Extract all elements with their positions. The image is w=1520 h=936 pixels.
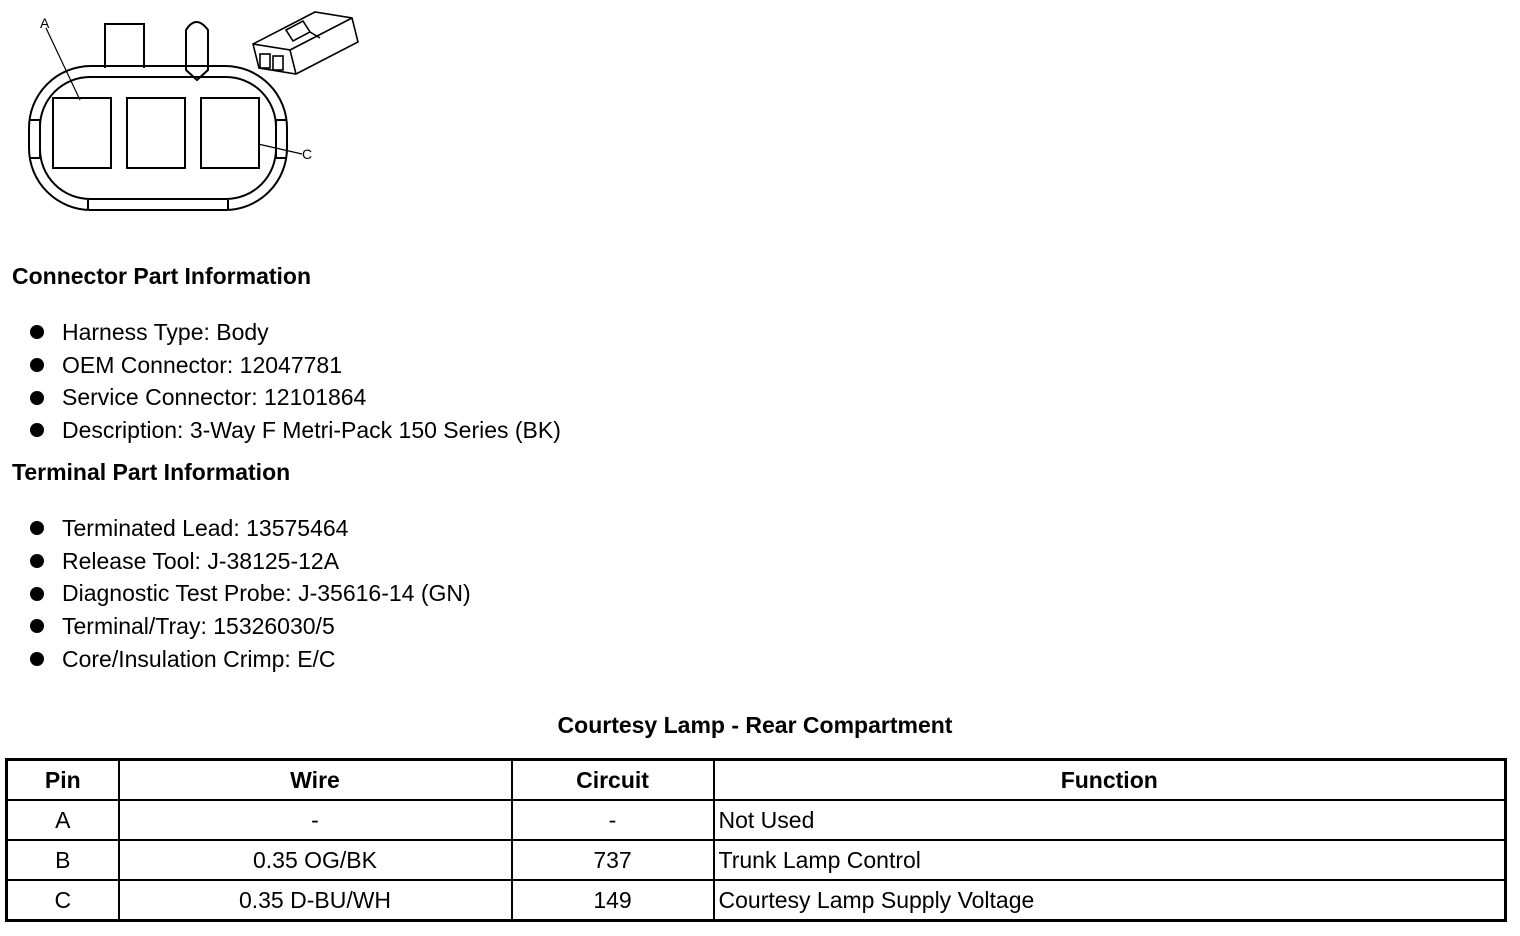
cell-wire: 0.35 D-BU/WH	[119, 880, 512, 921]
header-circuit: Circuit	[512, 760, 714, 801]
bullet-icon	[30, 358, 44, 372]
bullet-icon	[30, 554, 44, 568]
bullet-icon	[30, 587, 44, 601]
bullet-icon	[30, 521, 44, 535]
cell-circuit: 149	[512, 880, 714, 921]
table-row	[7, 840, 1506, 880]
callout-c-label: C	[302, 146, 313, 162]
list-item: Core/Insulation Crimp: E/C	[28, 643, 471, 676]
cell-wire: -	[119, 800, 512, 840]
cell-function: Trunk Lamp Control	[714, 840, 1506, 880]
cell-function: Courtesy Lamp Supply Voltage	[714, 880, 1506, 921]
cell-wire: 0.35 OG/BK	[119, 840, 512, 880]
bullet-icon	[30, 391, 44, 405]
connector-isometric-icon	[253, 12, 358, 74]
callout-a-label: A	[40, 15, 50, 31]
list-item: Harness Type: Body	[28, 316, 561, 349]
pinout-table	[5, 758, 1507, 922]
header-function: Function	[714, 760, 1506, 801]
list-item: Service Connector: 12101864	[28, 381, 561, 414]
cell-pin: C	[7, 880, 119, 921]
cell-pin: A	[7, 800, 119, 840]
bullet-icon	[30, 325, 44, 339]
terminal-section-title: Terminal Part Information	[12, 459, 291, 485]
table-title: Courtesy Lamp - Rear Compartment	[557, 712, 953, 738]
list-item: Diagnostic Test Probe: J-35616-14 (GN)	[28, 577, 471, 610]
connector-info-list	[28, 316, 561, 447]
terminal-info-list	[28, 512, 471, 675]
table-header-row	[7, 760, 1506, 801]
bullet-icon	[30, 619, 44, 633]
connector-face-diagram	[20, 8, 380, 218]
connector-section-title: Connector Part Information	[12, 263, 312, 289]
list-item: OEM Connector: 12047781	[28, 349, 561, 382]
table-row	[7, 800, 1506, 840]
header-pin: Pin	[7, 760, 119, 801]
bullet-icon	[30, 423, 44, 437]
cell-function: Not Used	[714, 800, 1506, 840]
table-row	[7, 880, 1506, 921]
list-item: Terminated Lead: 13575464	[28, 512, 471, 545]
cell-pin: B	[7, 840, 119, 880]
list-item: Terminal/Tray: 15326030/5	[28, 610, 471, 643]
list-item: Description: 3-Way F Metri-Pack 150 Series (BK)	[28, 414, 561, 447]
header-wire: Wire	[119, 760, 512, 801]
bullet-icon	[30, 652, 44, 666]
cell-circuit: -	[512, 800, 714, 840]
list-item: Release Tool: J-38125-12A	[28, 545, 471, 578]
cell-circuit: 737	[512, 840, 714, 880]
